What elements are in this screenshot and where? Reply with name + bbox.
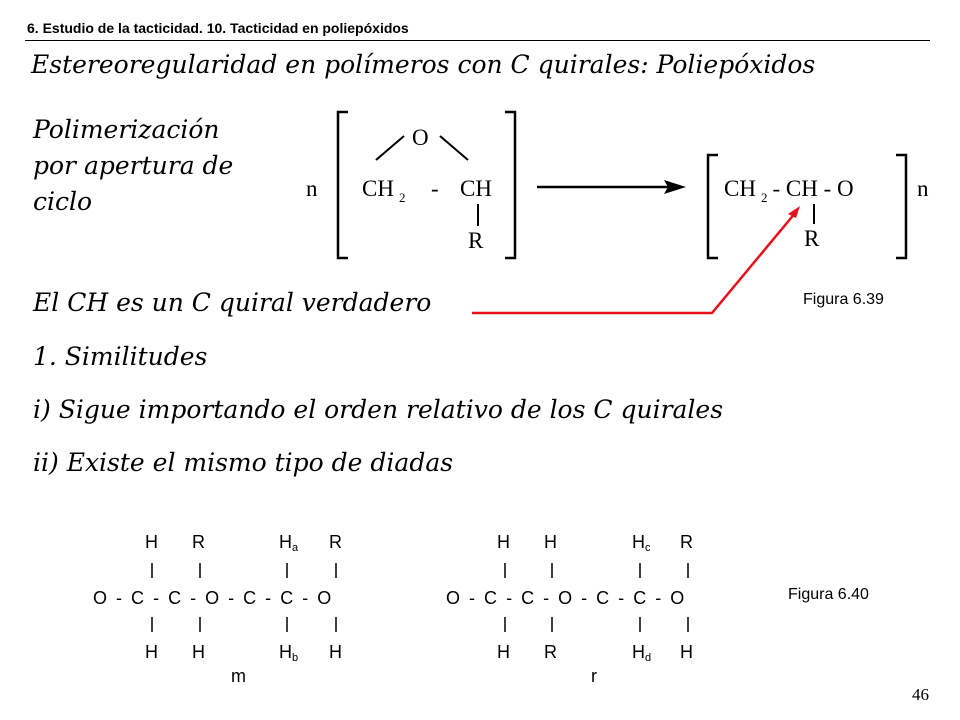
diad-m-top-1: H bbox=[145, 532, 158, 552]
polymerization-line-2: por apertura de bbox=[33, 151, 234, 180]
figure-6-40-caption: Figura 6.40 bbox=[788, 586, 869, 603]
polymerization-line-3: ciclo bbox=[33, 187, 93, 216]
monomer-ch2: CH $_2$ bbox=[362, 176, 406, 205]
diad-r-bottom-2: R bbox=[544, 642, 557, 662]
monomer-r: R bbox=[468, 228, 484, 253]
diad-r-top-4: R bbox=[680, 532, 693, 552]
product-r: R bbox=[804, 226, 820, 251]
slide-header: 6. Estudio de la tacticidad. 10. Tacticidad en poliepóxidos bbox=[27, 20, 409, 36]
diad-r-top-3: $H_c$ bbox=[632, 532, 651, 554]
diad-m-top-4: R bbox=[329, 532, 342, 552]
monomer-ch: CH bbox=[460, 176, 492, 201]
polymerization-line-1: Polimerización bbox=[33, 115, 220, 144]
diad-m-bottom-2: H bbox=[192, 642, 205, 662]
diad-m-label: m bbox=[231, 666, 246, 686]
point-ii: ii) Existe el mismo tipo de diadas bbox=[33, 448, 454, 477]
diad-r-top-2: H bbox=[544, 532, 557, 552]
diad-r-label: r bbox=[591, 666, 597, 686]
slide-title: Estereoregularidad en polímeros con C quirales: Poliepóxidos bbox=[31, 50, 816, 79]
epoxide-oxygen: O bbox=[412, 125, 429, 150]
diad-r-bottom-1: H bbox=[497, 642, 510, 662]
diad-m-top-2: R bbox=[192, 532, 205, 552]
diad-m-bottom-3: $H_b$ bbox=[279, 642, 299, 664]
chiral-statement: El CH es un C quiral verdadero bbox=[33, 288, 432, 317]
figure-6-39-caption: Figura 6.39 bbox=[803, 291, 884, 308]
diad-r-bottom-4: H bbox=[680, 642, 693, 662]
diad-m-top-3: $H_a$ bbox=[279, 532, 299, 554]
reaction-n-right: n bbox=[917, 176, 929, 201]
diad-m-chain: O - C - C - O - C - C - O bbox=[93, 588, 332, 608]
diad-r-bottom-3: $H_d$ bbox=[632, 642, 652, 664]
diad-m-bottom-1: H bbox=[145, 642, 158, 662]
product-ch2: CH $_2$ - CH - O bbox=[724, 176, 854, 205]
monomer-dash: - bbox=[431, 176, 439, 201]
reaction-n-left: n bbox=[306, 176, 318, 201]
point-i: i) Sigue importando el orden relativo de los C quirales bbox=[33, 395, 724, 424]
diad-m-bottom-4: H bbox=[329, 642, 342, 662]
similarities-heading: 1. Similitudes bbox=[33, 342, 208, 371]
diad-r-top-1: H bbox=[497, 532, 510, 552]
diad-r-chain: O - C - C - O - C - C - O bbox=[446, 588, 685, 608]
page-number: 46 bbox=[912, 685, 929, 704]
